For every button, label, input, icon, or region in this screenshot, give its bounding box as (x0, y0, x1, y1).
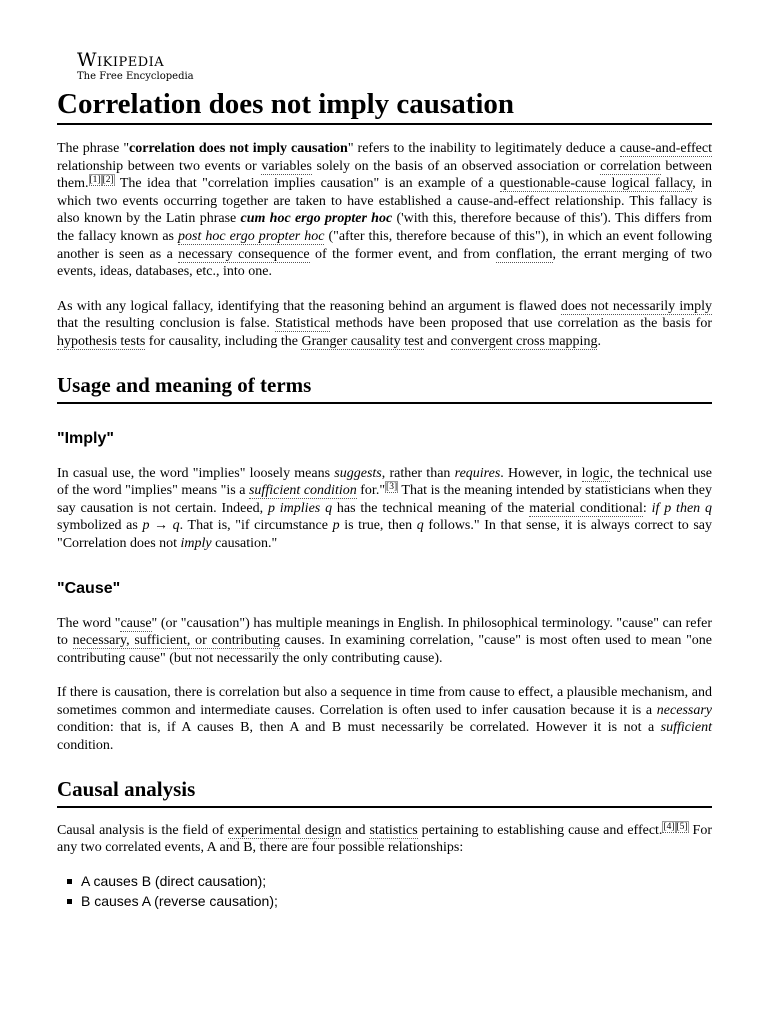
cause-paragraph-2: If there is causation, there is correlation but also a sequence in time from cause to effect, a plausible mechanism, and sometimes common and intermediate causes. Correlation is often used to infer causation because it is a necessary condition: that is, if A causes B, then A and B must necessarily be correlated. However it is not a sufficient condition. (57, 685, 712, 754)
link-statistical[interactable]: Statistical (274, 316, 331, 332)
list-item: A causes B (direct causation); (57, 871, 712, 891)
link-convergent-cross-mapping[interactable]: convergent cross mapping (450, 333, 598, 349)
link-hypothesis-tests[interactable]: hypothesis tests (57, 333, 146, 349)
list-item: B causes A (reverse causation); (57, 891, 712, 911)
link-cause[interactable]: cause (120, 615, 152, 631)
wikipedia-logo[interactable] (77, 50, 712, 83)
logo-tagline: The Free Encyclopedia (77, 71, 194, 82)
link-correlation[interactable]: correlation (600, 158, 661, 174)
link-statistics[interactable]: statistics (369, 822, 418, 838)
subsection-heading-cause: "Cause" (57, 579, 121, 597)
link-questionable-cause[interactable]: questionable-cause logical fallacy (499, 176, 693, 192)
link-variables[interactable]: variables (261, 158, 312, 174)
citation-4[interactable]: [4] (663, 821, 675, 832)
logo-title: Wikipedia (77, 49, 165, 71)
page-title: Correlation does not imply causation (57, 87, 712, 125)
link-cause-and-effect[interactable]: cause-and-effect (619, 141, 712, 156)
citation-3[interactable]: [3] (386, 482, 398, 493)
citation-2[interactable]: [2] (102, 175, 114, 186)
link-conflation[interactable]: conflation (495, 246, 553, 262)
link-logic[interactable]: logic (581, 465, 610, 481)
link-sufficient-condition[interactable]: sufficient condition (248, 483, 357, 499)
section-heading-usage: Usage and meaning of terms (57, 370, 712, 404)
relationship-list (57, 871, 712, 911)
intro-paragraph-2: As with any logical fallacy, identifying that the reasoning behind an argument is flawed does not necessarily imply that the resulting conclusion is false. Statistical methods have been proposed that use correlation as the basis for hypothesis tests for causality, including the Granger causality test and convergent cross mapping. (57, 298, 712, 349)
article-page (57, 50, 712, 911)
link-material-conditional[interactable]: material conditional (529, 500, 643, 516)
cause-paragraph-1: The word "cause" (or "causation") has multiple meanings in English. In philosophical terminology. "cause" can refer to necessary, sufficient, or contributing causes. In examining correlation, "cause" is most often used to mean "one contributing cause" (but not necessarily the only contributing cause). (57, 615, 713, 666)
section-heading-causal-analysis: Causal analysis (57, 774, 712, 808)
link-experimental-design[interactable]: experimental design (227, 822, 342, 838)
citation-1[interactable]: [1] (89, 175, 101, 186)
link-does-not-necessarily-imply[interactable]: does not necessarily imply (560, 298, 712, 314)
causal-analysis-paragraph: Causal analysis is the field of experimental design and statistics pertaining to establishing cause and effect.[4] [5] For any two correlated events, A and B, there are four possible relationships: (57, 821, 713, 856)
link-necessary-sufficient-contributing[interactable]: necessary, sufficient, or contributing (72, 633, 280, 649)
imply-paragraph: In casual use, the word "implies" loosely means suggests, rather than requires. However, in logic, the technical use of the word "implies" means "is a sufficient condition for."[3] That is the meaning intended by statisticians when they say causation is not certain. Indeed, p implies q has the technical meaning of the material conditional: if p then q symbolized as p → q. That is, "if circumstance p is true, then q follows." In that sense, it is always correct to say "Correlation does not imply causation." (57, 465, 713, 551)
subsection-heading-imply: "Imply" (57, 429, 114, 447)
link-necessary-consequence[interactable]: necessary consequence (178, 246, 310, 262)
link-post-hoc[interactable]: post hoc ergo propter hoc (178, 228, 325, 244)
citation-5[interactable]: [5] (676, 821, 688, 832)
intro-paragraph-1: The phrase "correlation does not imply causation" refers to the inability to legitimately deduce a cause-and-effect relationship between two events or variables solely on the basis of an observed association or correlation between them.[1] [2] The idea that "correlation implies causation" is an example of a questionable-cause logical fallacy, in which two events occurring together are taken to have established a cause-and-effect relationship. This fallacy is also known by the Latin phrase cum hoc ergo propter hoc ('with this, therefore because of this'). This differs from the fallacy known as post hoc ergo propter hoc ("after this, therefore because of this"), in which an event following another is seen as a necessary consequence of the former event, and from conflation, the errant merging of two events, ideas, databases, etc., into one. (57, 141, 713, 280)
link-granger-causality-test[interactable]: Granger causality test (301, 333, 424, 349)
